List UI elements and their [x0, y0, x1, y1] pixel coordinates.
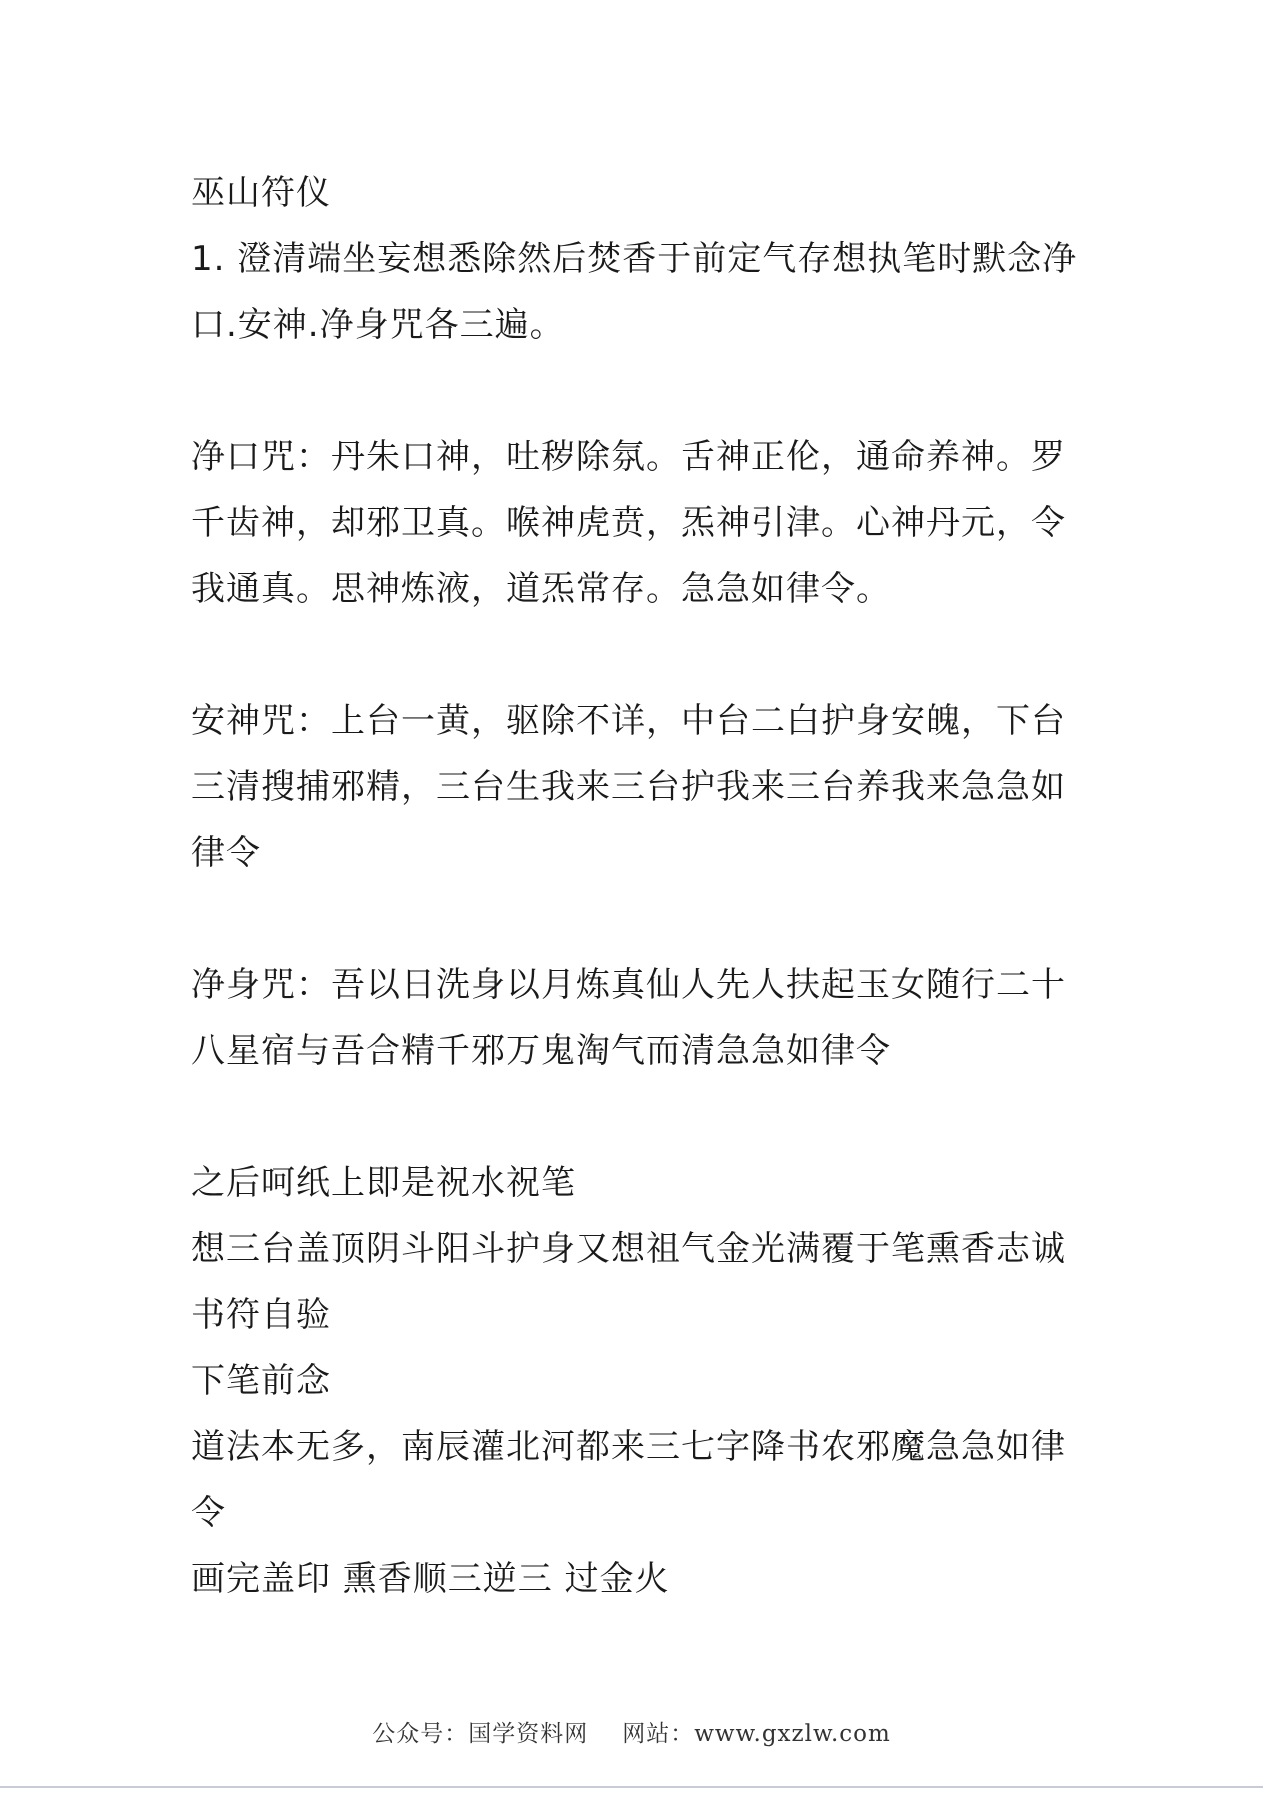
jingshen-mantra-paragraph: 净身咒：吾以日洗身以月炼真仙人先人扶起玉女随行二十八星宿与吾合精千邪万鬼淘气而清急急如律令	[191, 965, 1066, 1071]
paragraph-gap	[191, 1084, 1081, 1150]
bottom-divider	[0, 1786, 1263, 1788]
finish-paragraph: 画完盖印 熏香顺三逆三 过金火	[191, 1559, 670, 1599]
paragraph-gap	[191, 358, 1081, 424]
paragraph-gap	[191, 622, 1081, 688]
paragraph-gap	[191, 886, 1081, 952]
footer-wechat: 公众号：国学资料网	[372, 1721, 589, 1747]
after-paragraph: 之后呵纸上即是祝水祝笔	[191, 1163, 576, 1203]
jingkou-mantra-paragraph: 净口咒：丹朱口神，吐秽除氛。舌神正伦，通命养神。罗千齿神，却邪卫真。喉神虎贲，炁神引津。心神丹元，令我通真。思神炼液，道炁常存。急急如律令。	[191, 437, 1066, 609]
visualize-paragraph: 想三台盖顶阴斗阳斗护身又想祖气金光满覆于笔熏香志诚书符自验	[191, 1229, 1066, 1335]
incantation-paragraph: 道法本无多，南辰灌北河都来三七字降书农邪魔急急如律令	[191, 1427, 1066, 1533]
step-1-paragraph: 1. 澄清端坐妄想悉除然后焚香于前定气存想执笔时默念净口.安神.净身咒各三遍。	[191, 239, 1078, 345]
page-footer	[0, 1715, 1263, 1748]
footer-website: 网站：www.gxzlw.com	[622, 1721, 891, 1747]
before-pen-paragraph: 下笔前念	[191, 1361, 331, 1401]
document-title: 巫山符仪	[191, 173, 331, 213]
anshen-mantra-paragraph: 安神咒：上台一黄，驱除不详，中台二白护身安魄，下台三清搜捕邪精，三台生我来三台护我来三台养我来急急如律令	[191, 701, 1066, 873]
document-body	[191, 160, 1081, 1612]
